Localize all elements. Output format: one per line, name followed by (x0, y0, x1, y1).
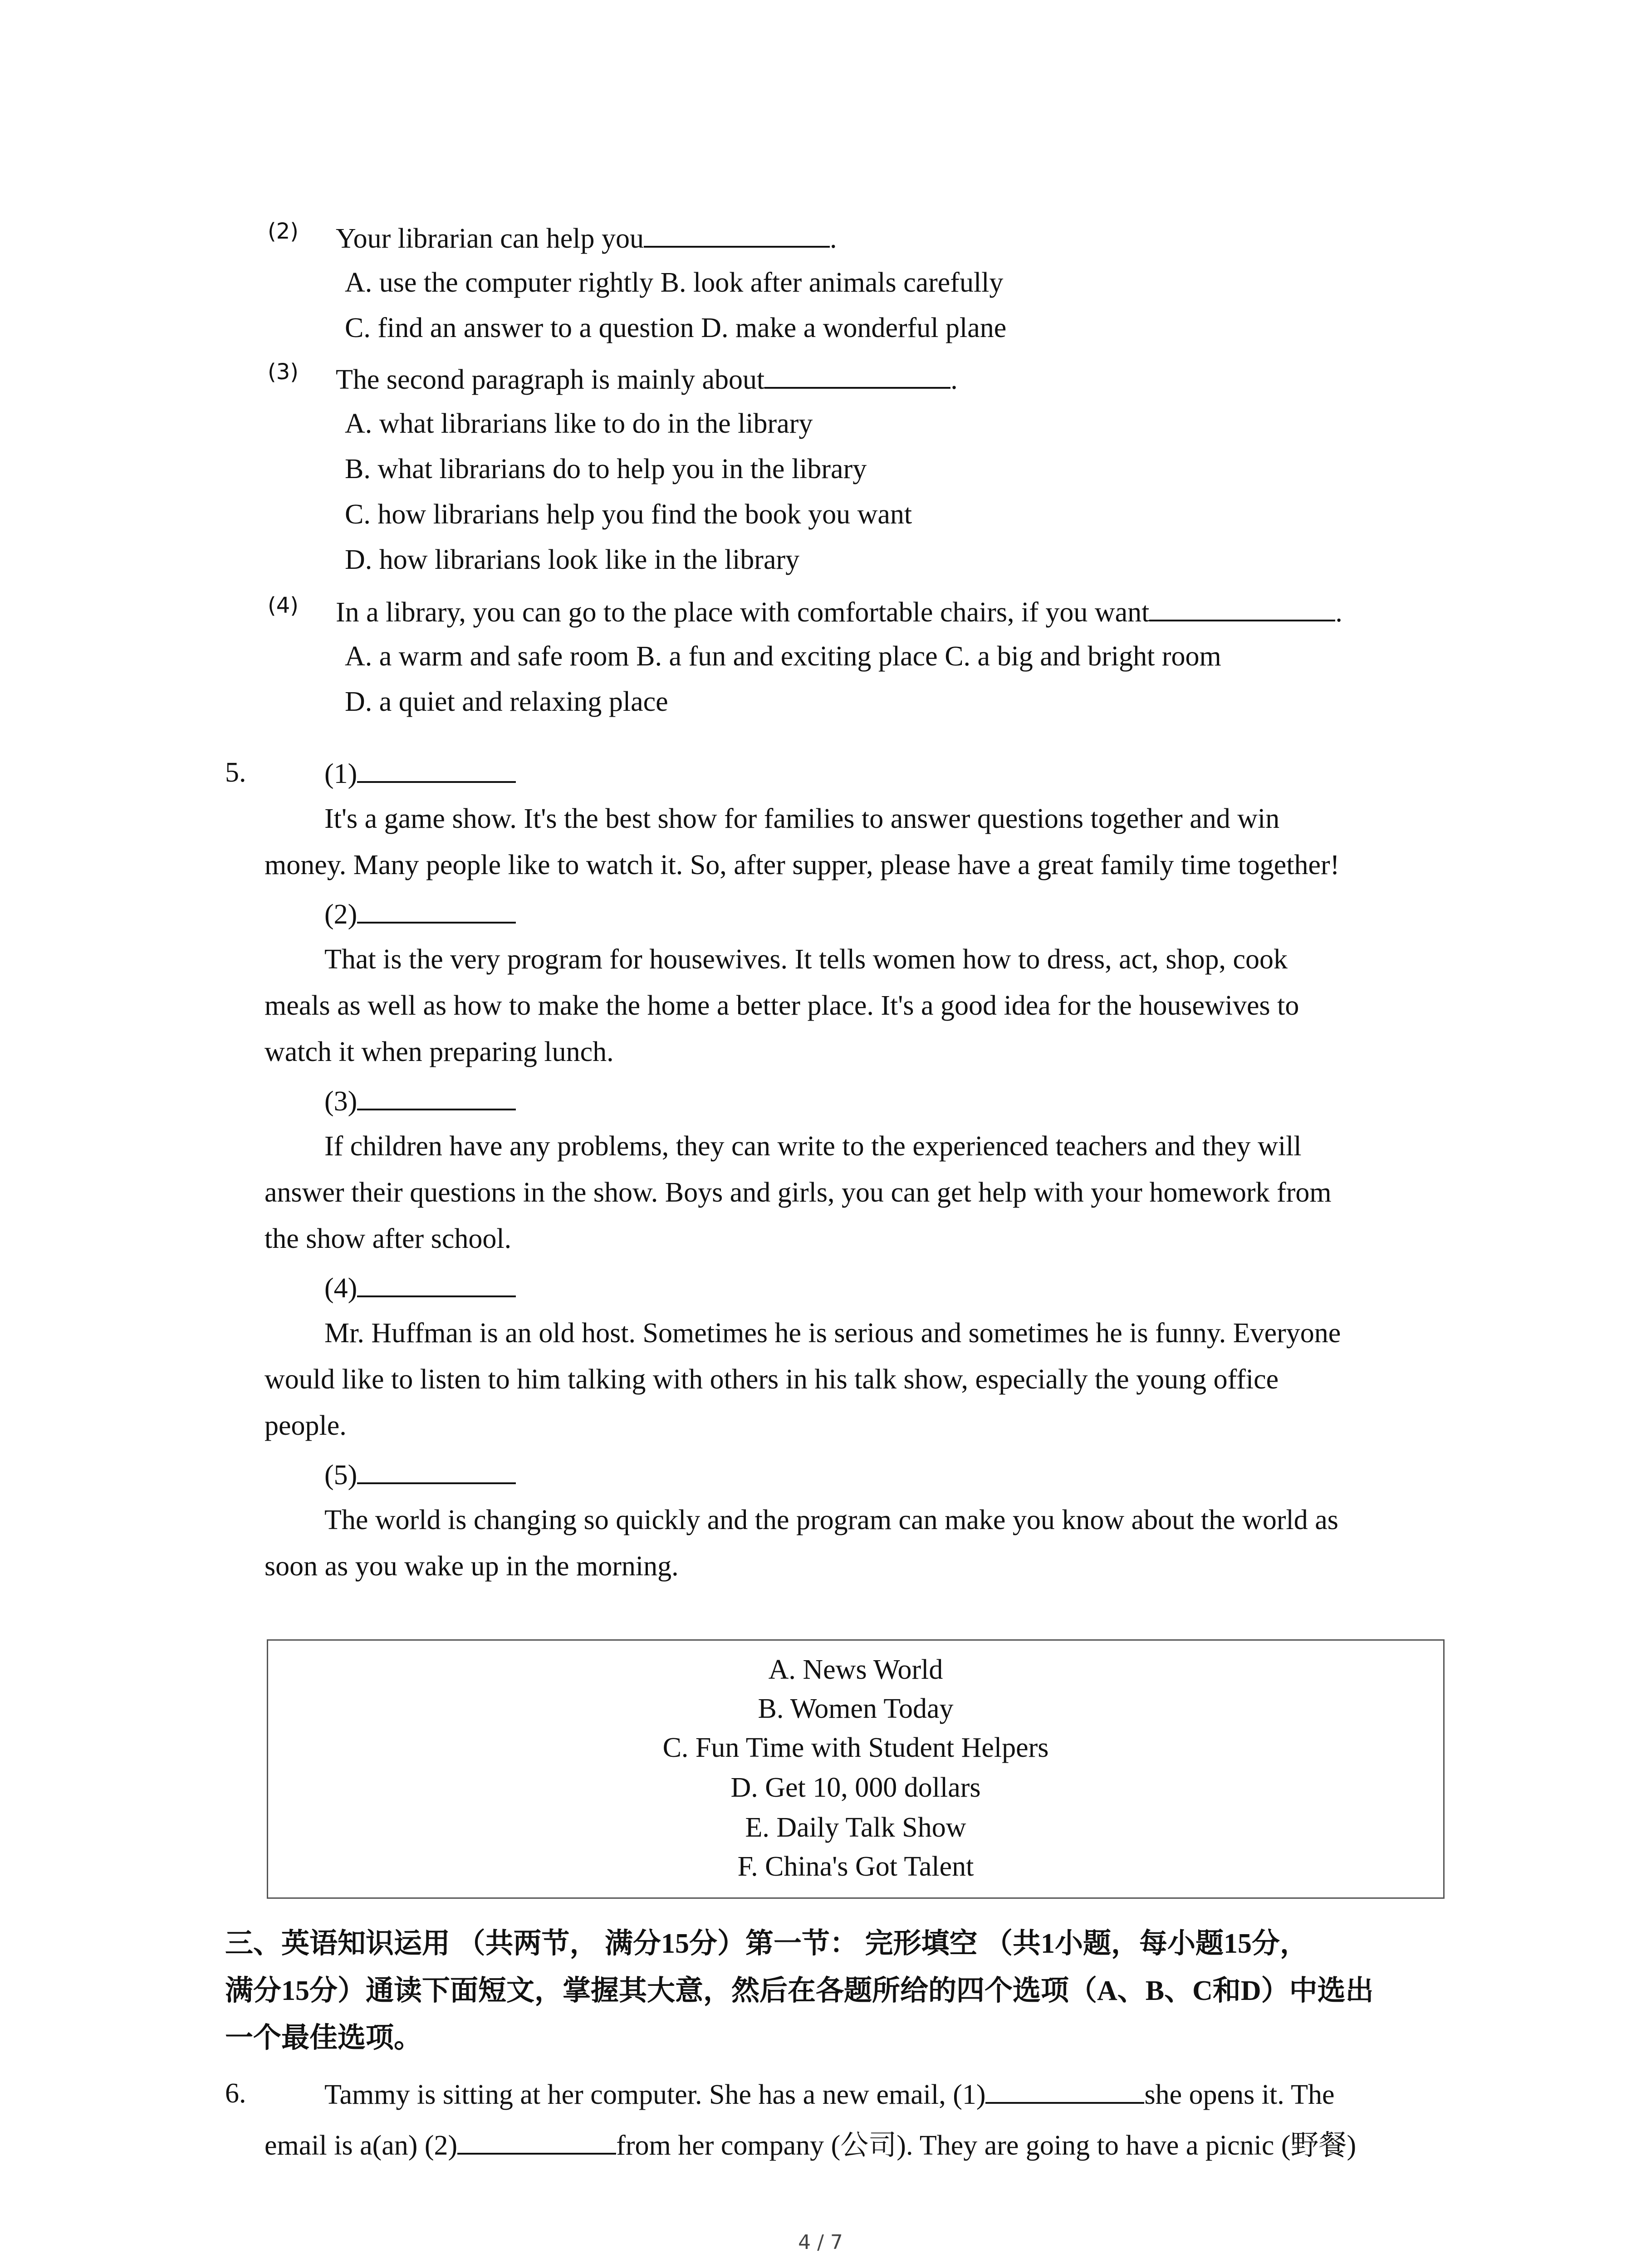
q5-item-5-label-row (324, 1456, 516, 1493)
q5-item-4-label-row (324, 1269, 516, 1306)
q4-4-number: (4) (268, 593, 299, 618)
q4-3-option-c: C. how librarians help you find the book you want (345, 499, 912, 530)
q4-3-option-a: A. what librarians like to do in the library (345, 408, 813, 439)
q5-option-c: C. Fun Time with Student Helpers (662, 1732, 1049, 1763)
q4-4-end: . (1335, 597, 1342, 628)
q6-line1 (324, 2076, 1335, 2112)
q5-option-d: D. Get 10, 000 dollars (730, 1772, 981, 1803)
q5-item-2-label-row (324, 895, 516, 932)
q5-item-3-text: If children have any problems, they can write to the experienced teachers and they will (324, 1131, 1302, 1162)
q5-item-1-text: It's a game show. It's the best show for families to answer questions together and win (324, 803, 1280, 834)
q5-item-5-blank[interactable] (357, 1456, 516, 1484)
q4-3-number: (3) (268, 359, 299, 385)
q5-number: 5. (225, 757, 246, 788)
q5-item-4-text: Mr. Huffman is an old host. Sometimes he is serious and sometimes he is funny. Everyone (324, 1318, 1341, 1349)
q4-2-blank[interactable] (644, 220, 830, 248)
q5-item-2-blank[interactable] (357, 895, 516, 924)
q5-item-5-text: The world is changing so quickly and the program can make you know about the world as (324, 1505, 1338, 1535)
q4-3-option-d: D. how librarians look like in the library (345, 544, 800, 575)
q4-4-blank[interactable] (1149, 593, 1335, 621)
q5-option-b: B. Women Today (758, 1693, 954, 1724)
section-3-heading-line2: 满分15分）通读下面短文，掌握其大意，然后在各题所给的四个选项（A、B、C和D）中选出 (225, 1975, 1374, 2006)
q5-options-box (267, 1639, 1445, 1899)
q4-4-stem-text: In a library, you can go to the place with comfortable chairs, if you want (336, 597, 1150, 628)
q5-item-2-label: (2) (324, 899, 358, 930)
q5-item-4-text: people. (265, 1410, 347, 1441)
q5-item-3-blank[interactable] (357, 1082, 516, 1110)
q4-4-options-row1: A. a warm and safe room B. a fun and exciting place C. a big and bright room (345, 641, 1221, 672)
q6-blank-1[interactable] (985, 2076, 1144, 2104)
q4-2-number: (2) (268, 219, 299, 244)
q6-line1-text-a: Tammy is sitting at her computer. She has a new email, (1) (324, 2079, 986, 2110)
q6-line2 (265, 2126, 1356, 2163)
q5-item-2-text: watch it when preparing lunch. (265, 1036, 614, 1067)
q5-item-3-label: (3) (324, 1086, 358, 1117)
q4-3-blank[interactable] (764, 361, 950, 389)
q5-option-a: A. News World (768, 1654, 943, 1685)
q5-item-3-label-row (324, 1082, 516, 1119)
q6-line2-text-a: email is a(an) (2) (265, 2130, 458, 2161)
q6-line2-text-b: from her company (公司). They are going to have a picnic (野餐) (616, 2130, 1357, 2161)
q5-item-5-text: soon as you wake up in the morning. (265, 1551, 679, 1582)
q4-2-stem (336, 220, 837, 256)
q5-item-1-label: (1) (324, 758, 358, 789)
q4-3-end: . (950, 364, 958, 395)
q4-3-stem (336, 361, 958, 397)
q4-2-stem-text: Your librarian can help you (336, 223, 644, 254)
q5-item-4-text: would like to listen to him talking with others in his talk show, especially the young office (265, 1364, 1279, 1395)
q4-2-options-row1: A. use the computer rightly B. look after animals carefully (345, 267, 1004, 298)
q5-item-3-text: the show after school. (265, 1223, 512, 1254)
q5-item-4-blank[interactable] (357, 1269, 516, 1297)
section-3-heading-line1: 三、英语知识运用 （共两节， 满分15分）第一节： 完形填空 （共1小题，每小题15分， (225, 1928, 1308, 1959)
q5-item-2-text: That is the very program for housewives. It tells women how to dress, act, shop, cook (324, 944, 1288, 975)
q5-item-2-text: meals as well as how to make the home a better place. It's a good idea for the housewives to (265, 990, 1299, 1021)
page-number: 4 / 7 (798, 2231, 843, 2254)
section-3-heading-line3: 一个最佳选项。 (225, 2023, 422, 2053)
q6-number: 6. (225, 2078, 246, 2109)
q5-item-5-label: (5) (324, 1460, 358, 1491)
q5-option-e: E. Daily Talk Show (745, 1812, 966, 1843)
q5-item-3-text: answer their questions in the show. Boys and girls, you can get help with your homework from (265, 1177, 1332, 1208)
q4-3-option-b: B. what librarians do to help you in the library (345, 454, 867, 484)
q5-item-1-text: money. Many people like to watch it. So, after supper, please have a great family time together! (265, 850, 1340, 880)
q5-option-f: F. China's Got Talent (737, 1851, 974, 1882)
q4-2-end: . (830, 223, 837, 254)
q4-4-stem (336, 593, 1342, 630)
q4-3-stem-text: The second paragraph is mainly about (336, 364, 765, 395)
q5-item-1-label-row (324, 755, 516, 792)
q4-2-options-row2: C. find an answer to a question D. make a wonderful plane (345, 313, 1007, 343)
q5-item-4-label: (4) (324, 1273, 358, 1304)
q6-line1-text-b: she opens it. The (1144, 2079, 1335, 2110)
q6-blank-2[interactable] (457, 2126, 616, 2155)
q5-item-1-blank[interactable] (357, 755, 516, 783)
q4-4-options-row2: D. a quiet and relaxing place (345, 686, 668, 717)
